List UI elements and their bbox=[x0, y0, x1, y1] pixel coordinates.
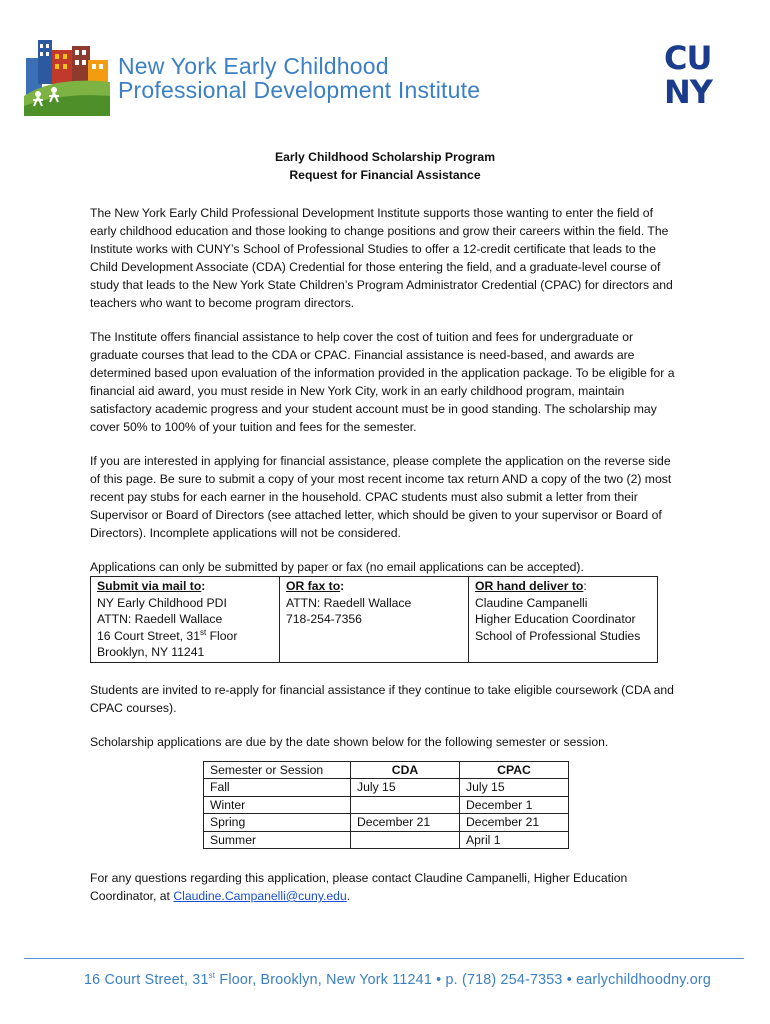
fax-heading: OR fax to bbox=[286, 579, 341, 593]
document-title bbox=[90, 148, 680, 184]
cda-date-cell: December 21 bbox=[351, 814, 460, 832]
hand-heading: OR hand deliver to bbox=[475, 579, 584, 593]
cpac-date-cell: December 21 bbox=[460, 814, 569, 832]
cpac-date-cell: December 1 bbox=[460, 796, 569, 814]
fax-line1: ATTN: Raedell Wallace bbox=[286, 595, 412, 610]
document-body bbox=[90, 148, 680, 905]
institute-name-line2: Professional Development Institute bbox=[118, 77, 481, 103]
table-row bbox=[204, 831, 569, 849]
reapply-paragraph: Students are invited to re-apply for financial assistance if they continue to take eligible coursework (CDA and CPAC courses). bbox=[90, 682, 674, 715]
letterhead bbox=[0, 0, 770, 130]
table-row bbox=[204, 814, 569, 832]
semester-cell: Fall bbox=[204, 779, 351, 797]
cda-date-cell bbox=[351, 831, 460, 849]
mail-line1: NY Early Childhood PDI bbox=[97, 595, 227, 610]
cuny-logo-line2: NY bbox=[664, 73, 712, 111]
submission-note: Applications can only be submitted by paper or fax (no email applications can be accepted). bbox=[90, 560, 584, 574]
mail-cell bbox=[91, 577, 280, 663]
cpac-date-cell: April 1 bbox=[460, 831, 569, 849]
cuny-logo-line1: CU bbox=[664, 39, 712, 77]
fax-cell bbox=[280, 577, 469, 663]
hand-line2: Higher Education Coordinator bbox=[475, 612, 636, 626]
title-line1: Early Childhood Scholarship Program bbox=[274, 150, 496, 164]
mail-line2: ATTN: Raedell Wallace bbox=[97, 612, 223, 626]
cuny-logo bbox=[664, 40, 724, 110]
application-paragraph: If you are interested in applying for financial assistance, please complete the application on the reverse side of this page. Be sure to submit a copy of your most recent income tax return AND a copy of the two (2) most recent pay stubs for each earner in the household. CPAC students must also submit a letter from their Supervisor or Board of Directors (see attached letter, which should be given to your supervisor or Board of Directors). Incomplete applications will not be considered. bbox=[90, 454, 672, 540]
institute-name bbox=[118, 54, 480, 102]
semester-cell: Summer bbox=[204, 831, 351, 849]
due-date-note: Scholarship applications are due by the date shown below for the following semester or session. bbox=[90, 734, 609, 749]
contact-paragraph: For any questions regarding this application, please contact Claudine Campanelli, Higher Education Coordinator, at Claudine.Campanelli@cuny.edu. bbox=[90, 871, 628, 903]
hand-line1: Claudine Campanelli bbox=[475, 595, 588, 610]
institute-name-line1: New York Early Childhood bbox=[118, 53, 389, 79]
cpac-date-cell: July 15 bbox=[460, 779, 569, 797]
header-cpac: CPAC bbox=[460, 761, 569, 779]
intro-paragraph: The New York Early Child Professional Development Institute supports those wanting to enter the field of early childhood education and those looking to change positions and grow their careers within the field. The Institute works with CUNY’s School of Professional Studies to offer a 12-credit certificate that leads to the Child Development Associate (CDA) Credential for those entering the field, and a graduate-level course of study that leads to the New York State Children’s Program Administrator Credential (CPAC) for directors and teachers who want to become program directors. bbox=[90, 206, 673, 310]
table-row bbox=[204, 796, 569, 814]
hand-deliver-cell bbox=[469, 577, 658, 663]
header-semester: Semester or Session bbox=[204, 761, 351, 779]
submission-methods-table bbox=[90, 576, 658, 663]
mail-heading: Submit via mail to bbox=[97, 579, 202, 593]
due-dates-header-row bbox=[204, 761, 569, 779]
semester-cell: Winter bbox=[204, 796, 351, 814]
mail-heading-colon: : bbox=[201, 579, 206, 593]
cda-date-cell bbox=[351, 796, 460, 814]
mail-line4: Brooklyn, NY 11241 bbox=[97, 645, 205, 659]
mail-line3: 16 Court Street, 31st Floor bbox=[97, 627, 238, 643]
footer-address: 16 Court Street, 31st Floor, Brooklyn, New York 11241 • p. (718) 254-7353 • earlychildhoodny.org bbox=[84, 971, 712, 988]
institute-logo-icon bbox=[24, 36, 110, 116]
cda-date-cell: July 15 bbox=[351, 779, 460, 797]
semester-cell: Spring bbox=[204, 814, 351, 832]
table-row bbox=[204, 779, 569, 797]
contact-email-link[interactable]: Claudine.Campanelli@cuny.edu bbox=[173, 889, 347, 903]
title-line2: Request for Financial Assistance bbox=[289, 168, 481, 182]
hand-line3: School of Professional Studies bbox=[475, 628, 641, 643]
financial-assistance-paragraph: The Institute offers financial assistance to help cover the cost of tuition and fees for undergraduate or graduate courses that lead to the CDA or CPAC. Financial assistance is need-based, and awards are determined based upon evaluation of the information provided in the application package. To be eligible for a financial aid award, you must reside in New York City, work in an early childhood program, maintain satisfactory academic progress and your student account must be in good standing. The scholarship may cover 50% to 100% of your tuition and fees for the semester. bbox=[90, 330, 675, 434]
contact-text: For any questions regarding this application, please contact Claudine Campanelli, Higher Education Coordinator, at bbox=[90, 871, 628, 903]
fax-number: 718-254-7356 bbox=[286, 612, 362, 626]
header-cda: CDA bbox=[351, 761, 460, 779]
footer-divider bbox=[24, 958, 744, 959]
fax-heading-colon: : bbox=[340, 579, 345, 593]
hand-heading-colon: : bbox=[583, 579, 587, 593]
due-dates-table bbox=[203, 761, 569, 850]
